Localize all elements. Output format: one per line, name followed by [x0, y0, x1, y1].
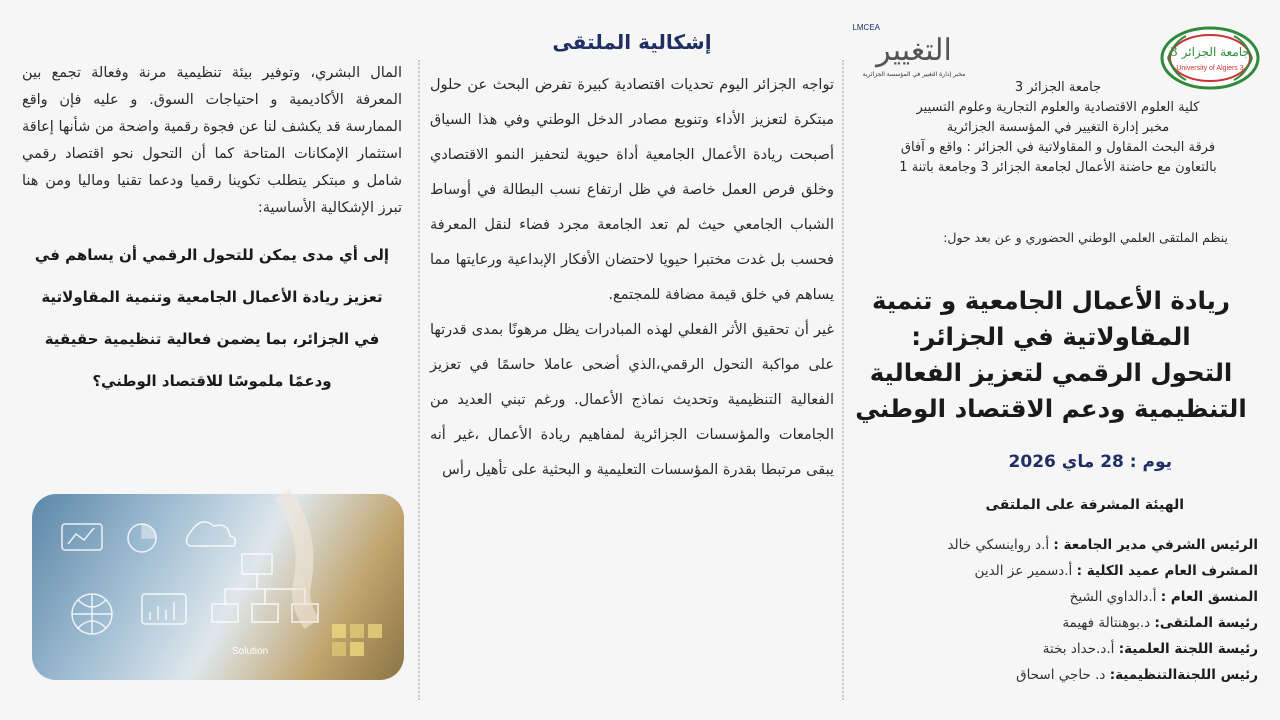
committee-row: [848, 636, 1258, 662]
institution-faculty: كلية العلوم الاقتصادية والعلوم التجارية وعلوم التسيير: [916, 100, 1200, 115]
problem-column: [430, 30, 834, 710]
column-separator-right: [842, 60, 844, 700]
committee-name: أ.د رواينسكي خالد: [947, 537, 1050, 553]
line-chart-icon: [68, 528, 94, 544]
column-separator-left: [418, 60, 420, 700]
institution-partners: بالتعاون مع حاضنة الأعمال لجامعة الجزائر 3 وجامعة باتنة 1: [899, 160, 1217, 175]
committee-row: [848, 558, 1258, 584]
institution-lab: مخبر إدارة التغيير في المؤسسة الجزائرية: [946, 120, 1170, 135]
committee-role: رئيسة الملتقى:: [1154, 615, 1258, 631]
lab-logo-abbr: LMCEA: [852, 23, 880, 32]
header-column: [848, 18, 1268, 718]
hand-silhouette: [282, 494, 312, 624]
university-logo-en: University of Algiers 3: [1176, 65, 1244, 72]
institution-block: [848, 78, 1268, 178]
chart-panel-icon: [62, 524, 102, 550]
committee-heading: الهيئة المشرفة على الملتقى: [985, 497, 1184, 513]
title-line-4: التنظيمية ودعم الاقتصاد الوطني: [855, 394, 1247, 423]
committee-row: [848, 584, 1258, 610]
digital-transformation-photo: [32, 494, 404, 680]
committee-row: [848, 610, 1258, 636]
problem-paragraph-2: غير أن تحقيق الأثر الفعلي لهذه المبادرات يظل مرهونًا بمدى قدرتها على مواكبة التحول الرقمي،الذي أضحى عاملا حاسمًا في تعزيز الفعالية التنظيمية وتحديث نماذج الأعمال. ورغم تبني العديد من الجامعات والمؤسسات الجزائرية لمفاهيم ريادة الأعمال ،غير أنه يبقى مرتبطا بقدرة المؤسسات التعليمية و البحثية على تأهيل رأس: [430, 322, 834, 478]
committee-name: أ.دالداوي الشيخ: [1069, 589, 1157, 605]
question-line-1: إلى أي مدى يمكن للتحول الرقمي أن يساهم في: [34, 246, 390, 264]
bar-chart-icon: [142, 594, 186, 624]
problem-title: إشكالية الملتقى: [552, 30, 712, 54]
committee-list: [848, 532, 1258, 688]
committee-name: أ.د.حداد بختة: [1042, 641, 1115, 657]
committee-role: رئيس اللجنةالتنظيمية:: [1109, 667, 1258, 683]
institution-university: جامعة الجزائر 3: [1014, 80, 1102, 95]
cloud-icon: [186, 522, 235, 546]
lab-logo-sub: مخبر إدارة التغيير في المؤسسة الجزائرية: [862, 71, 966, 78]
committee-role: المشرف العام عميد الكلية :: [1076, 563, 1258, 579]
lab-logo: [852, 18, 968, 80]
question-line-2: تعزيز ريادة الأعمال الجامعية وتنمية المقاولاتية: [41, 288, 383, 306]
event-date: يوم : 28 ماي 2026: [1008, 452, 1172, 472]
committee-row: [848, 532, 1258, 558]
question-line-4: ودعمًا ملموسًا للاقتصاد الوطني؟: [92, 372, 332, 390]
title-line-3: التحول الرقمي لتعزيز الفعالية: [869, 358, 1233, 387]
photo-label: Solution: [232, 646, 269, 657]
university-logo-ar: جامعة الجزائر 3: [1170, 45, 1250, 59]
org-node-icon: [242, 554, 272, 574]
committee-name: د.بوهنتالة فهيمة: [1062, 615, 1151, 631]
question-line-3: في الجزائر، بما يضمن فعالية تنظيمية حقيقية: [44, 330, 380, 348]
committee-role: المنسق العام :: [1160, 589, 1258, 605]
committee-name: أ.دسمير عز الدين: [974, 563, 1073, 579]
title-line-1: ريادة الأعمال الجامعية و تنمية: [872, 286, 1230, 315]
problem-continuation: المال البشري، وتوفير بيئة تنظيمية مرنة وفعالة تجمع بين المعرفة الأكاديمية و احتياجات السوق. و عليه فإن واقع الممارسة قد يكشف لنا عن فجوة رقمية واضحة من شأنها إعاقة استثمار الإمكانات المتاحة كما أن التحول نحو اقتصاد رقمي شامل و مبتكر يتطلب تكوينا رقميا ودعما تقنيا وماليا ومن هنا تبرز الإشكالية الأساسية:: [22, 65, 402, 216]
institution-team: فرقة البحث المقاول و المقاولاتية في الجزائر : واقع و آفاق: [900, 140, 1216, 155]
problem-paragraph-1: تواجه الجزائر اليوم تحديات اقتصادية كبيرة تفرض البحث عن حلول مبتكرة لتعزيز الأداء وتنويع مصادر الدخل الوطني وفي هذا السياق أصبحت ريادة الأعمال الجامعية أداة حيوية لتحفيز النمو الاقتصادي وخلق فرص العمل خاصة في ظل ارتفاع نسب البطالة في أوساط الشباب الجامعي حيث لم تعد الجامعة مجرد فضاء لنقل المعرفة فحسب بل غدت مختبرا حيويا لاحتضان الأفكار الإبداعية ورعايتها مما يساهم في خلق قيمة مضافة للمجتمع.: [430, 77, 834, 303]
event-intro: ينظم الملتقى العلمي الوطني الحضوري و عن بعد حول:: [943, 230, 1228, 245]
research-question: [22, 234, 402, 402]
committee-role: رئيسة اللجنة العلمية:: [1118, 641, 1258, 657]
committee-row: [848, 662, 1258, 688]
lab-logo-name: التغيير: [876, 33, 952, 68]
committee-name: د. حاجي اسحاق: [1016, 667, 1106, 683]
committee-role: الرئيس الشرفي مدير الجامعة :: [1053, 537, 1258, 553]
title-line-2: المقاولاتية في الجزائر:: [911, 322, 1191, 351]
event-title: [848, 283, 1254, 427]
